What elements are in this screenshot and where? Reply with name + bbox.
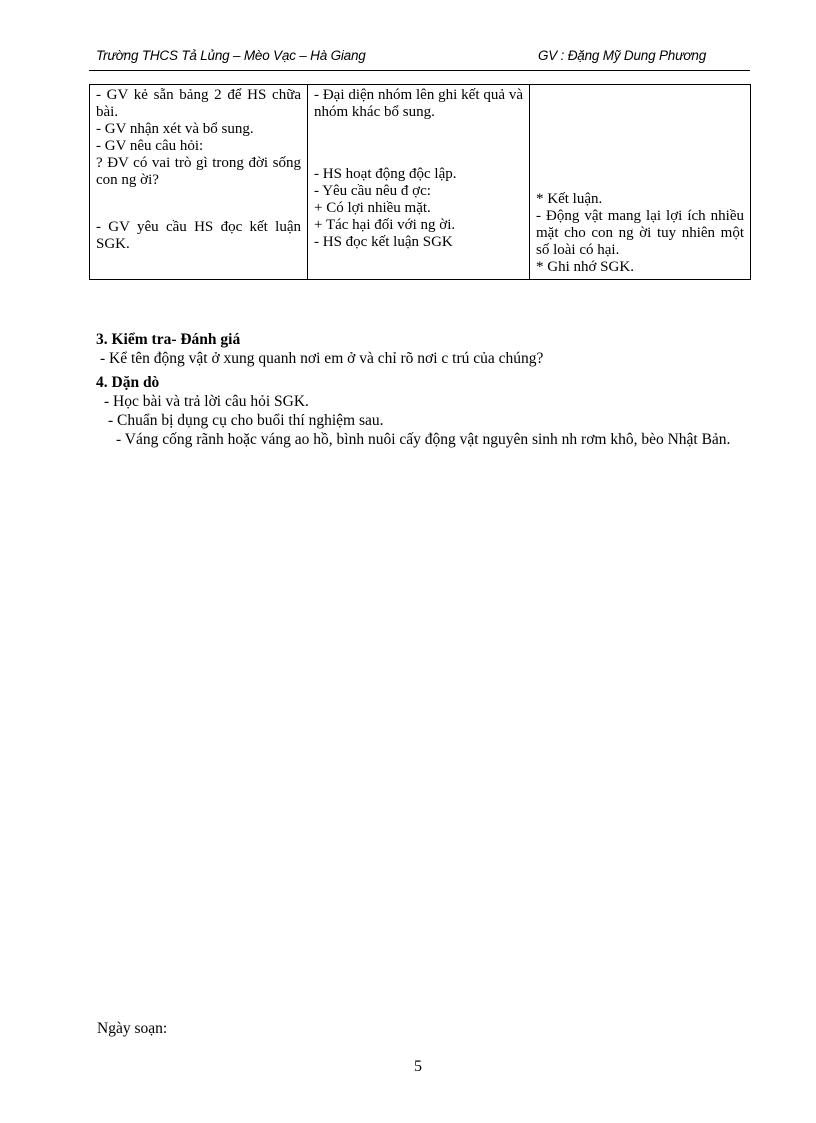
section-3 xyxy=(96,330,736,368)
table-line: + Tác hại đối với ng ời. xyxy=(314,217,456,233)
student-activity-cell xyxy=(308,85,530,280)
table-line: - HS hoạt động độc lập. xyxy=(314,166,457,182)
section-4 xyxy=(96,373,736,449)
table-line: - Động vật mang lại lợi ích nhiều mặt cho con ng ời tuy nhiên một số loài có hại. xyxy=(536,208,744,258)
header-divider xyxy=(89,70,750,71)
section-4-title: 4. Dặn dò xyxy=(96,374,160,391)
page-number: 5 xyxy=(414,1058,422,1075)
section-3-line: - Kể tên động vật ở xung quanh nơi em ở và chỉ rõ nơi c trú của chúng? xyxy=(100,350,544,367)
header-school: Trường THCS Tả Lủng – Mèo Vạc – Hà Giang xyxy=(96,48,366,63)
table-line: - HS đọc kết luận SGK xyxy=(314,234,453,250)
header-teacher: GV : Đặng Mỹ Dung Phương xyxy=(538,48,706,63)
section-4-line: - Học bài và trả lời câu hỏi SGK. xyxy=(104,393,309,410)
table-line: - GV nhận xét và bổ sung. xyxy=(96,121,254,137)
teacher-activity-cell xyxy=(90,85,308,280)
table-line: * Ghi nhớ SGK. xyxy=(536,259,634,275)
table-line: + Có lợi nhiều mặt. xyxy=(314,200,431,216)
table-line: - Yêu cầu nêu đ ợc: xyxy=(314,183,431,199)
date-label: Ngày soạn: xyxy=(97,1020,168,1037)
content-cell xyxy=(530,85,751,280)
section-3-title: 3. Kiểm tra- Đánh giá xyxy=(96,331,241,348)
section-4-line: - Váng cống rãnh hoặc váng ao hồ, bình nuôi cấy động vật nguyên sinh nh rơm khô, bèo Nhật Bản. xyxy=(116,431,731,448)
table-line: - Đại diện nhóm lên ghi kết quả và nhóm khác bổ sung. xyxy=(314,87,523,120)
section-4-line: - Chuẩn bị dụng cụ cho buổi thí nghiệm sau. xyxy=(108,412,384,429)
table-line: ? ĐV có vai trò gì trong đời sống con ng ời? xyxy=(96,155,301,188)
activity-table xyxy=(89,84,751,280)
table-line: - GV yêu cầu HS đọc kết luận SGK. xyxy=(96,219,301,252)
table-line: * Kết luận. xyxy=(536,191,603,207)
table-row xyxy=(90,85,751,280)
table-line: - GV nêu câu hỏi: xyxy=(96,138,204,154)
table-line: - GV kẻ sẵn bảng 2 để HS chữa bài. xyxy=(96,87,301,120)
